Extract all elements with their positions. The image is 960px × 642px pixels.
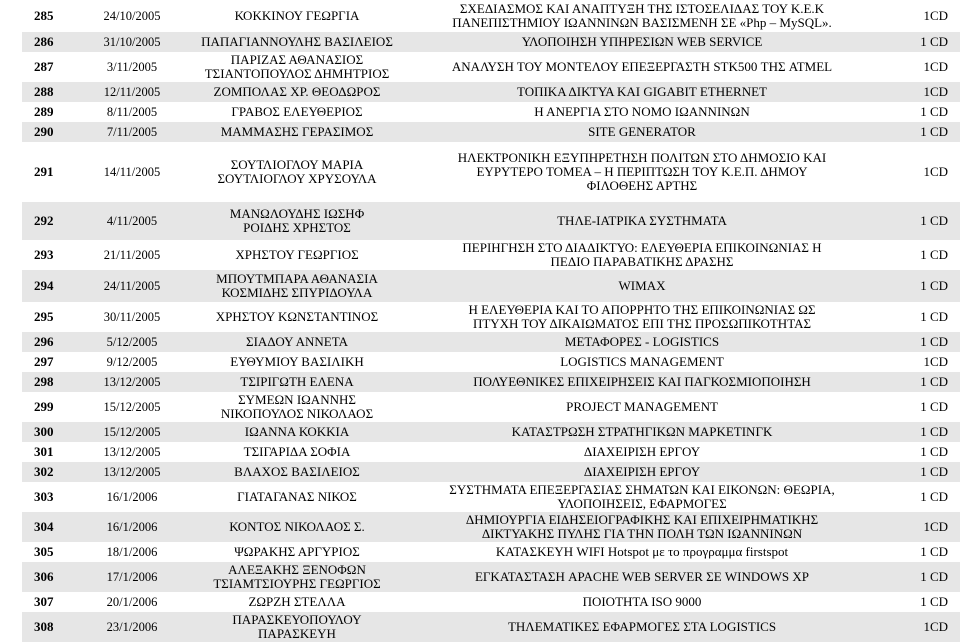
submission-date: 31/10/2005 [77, 32, 187, 52]
media-count: 1 CD [877, 562, 960, 592]
thesis-number: 287 [34, 59, 54, 74]
thesis-number: 293 [34, 247, 54, 262]
table-row [22, 32, 960, 52]
submission-date: 17/1/2006 [77, 562, 187, 592]
submission-date: 3/11/2005 [106, 60, 158, 74]
student-names [187, 372, 407, 392]
student-name: ΕΥΘΥΜΙΟΥ ΒΑΣΙΛΙΚΗ [230, 354, 364, 369]
submission-date: 14/11/2005 [103, 165, 161, 179]
media-count: 1 CD [877, 202, 960, 240]
thesis-number: 295 [34, 309, 54, 324]
submission-date: 16/1/2006 [77, 512, 187, 542]
thesis-title-line: ΠΟΛΥΕΘΝΙΚΕΣ ΕΠΙΧΕΙΡΗΣΕΙΣ ΚΑΙ ΠΑΓΚΟΣΜΙΟΠΟΙΗΣΗ [473, 374, 811, 389]
thesis-title-line: Η ΑΝΕΡΓΙΑ ΣΤΟ ΝΟΜΟ ΙΩΑΝΝΙΝΩΝ [534, 104, 750, 119]
media-count: 1CD [923, 59, 948, 74]
thesis-title-line: ΔΙΑΧΕΙΡΙΣΗ ΕΡΓΟΥ [583, 444, 701, 459]
table-row [22, 372, 960, 392]
thesis-title [407, 592, 877, 612]
table-row [22, 512, 960, 542]
thesis-title-line: ΠΑΝΕΠΙΣΤΗΜΙΟΥ ΙΩΑΝΝΙΝΩΝ ΒΑΣΙΣΜΕΝΗ ΣΕ «Php – MySQL». [452, 15, 832, 30]
thesis-number: 296 [22, 332, 77, 352]
thesis-title-line: ΑΝΑΛΥΣΗ ΤΟΥ ΜΟΝΤΕΛΟΥ ΕΠΕΞΕΡΓΑΣΤΗ STK500 ΤΗΣ ATMEL [451, 59, 833, 74]
thesis-title-line: ΕΥΡΥΤΕΡΟ ΤΟΜΕΑ – Η ΠΕΡΙΠΤΩΣΗ ΤΟΥ Κ.Ε.Π. ΔΗΜΟΥ [476, 164, 808, 179]
media-count: 1 CD [920, 544, 948, 559]
submission-date: 13/12/2005 [103, 445, 161, 459]
student-name: ΚΟΝΤΟΣ ΝΙΚΟΛΑΟΣ Σ. [229, 519, 365, 534]
submission-date: 23/1/2006 [77, 612, 187, 642]
media-count: 1CD [877, 612, 960, 642]
student-name: ΤΣΙΡΙΓΩΤΗ ΕΛΕΝΑ [240, 374, 354, 389]
student-name: ΤΣΙΑΝΤΟΠΟΥΛΟΣ ΔΗΜΗΤΡΙΟΣ [204, 66, 390, 81]
media-count: 1 CD [877, 422, 960, 442]
thesis-number: 299 [34, 399, 54, 414]
student-name: ΨΩΡΑΚΗΣ ΑΡΓΥΡΙΟΣ [234, 544, 360, 559]
student-name: ΤΣΙΑΜΤΣΙΟΥΡΗΣ ΓΕΩΡΓΙΟΣ [213, 576, 381, 591]
submission-date: 12/11/2005 [77, 82, 187, 102]
table-row [22, 202, 960, 240]
thesis-number: 303 [34, 489, 54, 504]
student-names [187, 422, 407, 442]
student-name: ΤΣΙΓΑΡΙΔΑ ΣΟΦΙΑ [243, 444, 351, 459]
thesis-title-line: ΠΟΙΟΤΗΤΑ ISO 9000 [582, 594, 702, 609]
thesis-number: 286 [22, 32, 77, 52]
thesis-title [407, 512, 877, 542]
thesis-title-line: ΣΥΣΤΗΜΑΤΑ ΕΠΕΞΕΡΓΑΣΙΑΣ ΣΗΜΑΤΩΝ ΚΑΙ ΕΙΚΟΝΩΝ: ΘΕΩΡΙΑ, [449, 482, 835, 497]
thesis-title [407, 612, 877, 642]
thesis-number: 306 [22, 562, 77, 592]
media-count: 1 CD [920, 309, 948, 324]
student-names [187, 482, 407, 512]
thesis-title-line: ΥΛΟΠΟΙΗΣΗ ΥΠΗΡΕΣΙΩΝ WEB SERVICE [521, 34, 763, 49]
thesis-title-line: ΠΕΔΙΟ ΠΑΡΑΒΑΤΙΚΗΣ ΔΡΑΣΗΣ [550, 254, 734, 269]
student-name: ΣΟΥΤΛΙΟΓΛΟΥ ΜΑΡΙΑ [230, 157, 364, 172]
media-count: 1CD [923, 8, 948, 23]
thesis-title [407, 462, 877, 482]
thesis-title-line: WIMAX [618, 278, 666, 293]
submission-date: 4/11/2005 [77, 202, 187, 240]
media-count: 1 CD [877, 372, 960, 392]
thesis-title [407, 32, 877, 52]
student-names [187, 52, 407, 82]
thesis-number: 297 [34, 354, 54, 369]
table-row [22, 352, 960, 372]
thesis-title-line: ΔΗΜΙΟΥΡΓΙΑ ΕΙΔΗΣΕΙΟΓΡΑΦΙΚΗΣ ΚΑΙ ΕΠΙΧΕΙΡΗΜΑΤΙΚΗΣ [465, 512, 819, 527]
student-name: ΚΟΣΜΙΔΗΣ ΣΠΥΡΙΔΟΥΛΑ [221, 285, 373, 300]
student-names [187, 122, 407, 142]
media-count: 1 CD [920, 594, 948, 609]
thesis-title-line: ΔΙΑΧΕΙΡΙΣΗ ΕΡΓΟΥ [583, 464, 701, 479]
media-count: 1CD [877, 82, 960, 102]
thesis-title [407, 542, 877, 562]
submission-date: 15/12/2005 [77, 422, 187, 442]
student-names [187, 592, 407, 612]
student-names [187, 512, 407, 542]
thesis-title-line: PROJECT MANAGEMENT [566, 399, 718, 414]
student-name: ΙΩΑΝΝΑ ΚΟΚΚΙΑ [244, 424, 350, 439]
student-name: ΠΑΡΑΣΚΕΥΟΠΟΥΛΟΥ [232, 612, 362, 627]
thesis-title-line: ΠΤΥΧΗ ΤΟΥ ΔΙΚΑΙΩΜΑΤΟΣ ΕΠΙ ΤΗΣ ΠΡΟΣΩΠΙΚΟΤΗΤΑΣ [472, 316, 812, 331]
thesis-number: 308 [22, 612, 77, 642]
media-count: 1 CD [877, 332, 960, 352]
thesis-title [407, 482, 877, 512]
thesis-title [407, 102, 877, 122]
thesis-number: 301 [34, 444, 54, 459]
thesis-number: 292 [22, 202, 77, 240]
thesis-title-line: ΚΑΤΑΣΤΡΩΣΗ ΣΤΡΑΤΗΓΙΚΩΝ ΜΑΡΚΕΤΙΝΓΚ [511, 424, 773, 439]
submission-date: 13/12/2005 [77, 462, 187, 482]
submission-date: 30/11/2005 [103, 310, 161, 324]
thesis-title [407, 240, 877, 270]
table-row [22, 592, 960, 612]
student-name: ΜΑΝΩΛΟΥΔΗΣ ΙΩΣΗΦ [229, 206, 365, 221]
media-count: 1CD [877, 512, 960, 542]
student-name: ΣΙΑΔΟΥ ΑΝΝΕΤΑ [246, 334, 348, 349]
student-names [187, 612, 407, 642]
table-row [22, 52, 960, 82]
thesis-title-line: ΗΛΕΚΤΡΟΝΙΚΗ ΕΞΥΠΗΡΕΤΗΣΗ ΠΟΛΙΤΩΝ ΣΤΟ ΔΗΜΟΣΙΟ ΚΑΙ [457, 150, 827, 165]
thesis-title [407, 422, 877, 442]
submission-date: 16/1/2006 [106, 490, 158, 504]
thesis-title-line: ΠΕΡΙΗΓΗΣΗ ΣΤΟ ΔΙΑΔΙΚΤΥΟ: ΕΛΕΥΘΕΡΙΑ ΕΠΙΚΟΙΝΩΝΙΑΣ Η [462, 240, 822, 255]
student-name: ΝΙΚΟΠΟΥΛΟΣ ΝΙΚΟΛΑΟΣ [220, 406, 374, 421]
table-row [22, 542, 960, 562]
theses-table-body [22, 0, 960, 642]
media-count: 1 CD [920, 489, 948, 504]
student-name: ΧΡΗΣΤΟΥ ΓΕΩΡΓΙΟΣ [235, 247, 359, 262]
thesis-title [407, 122, 877, 142]
submission-date: 21/11/2005 [103, 248, 161, 262]
thesis-number: 300 [22, 422, 77, 442]
student-names [187, 352, 407, 372]
student-name: ΣΥΜΕΩΝ ΙΩΑΝΝΗΣ [238, 392, 356, 407]
media-count: 1 CD [877, 462, 960, 482]
thesis-number: 290 [22, 122, 77, 142]
media-count: 1 CD [920, 247, 948, 262]
submission-date: 18/1/2006 [106, 545, 158, 559]
table-row [22, 122, 960, 142]
thesis-number: 305 [34, 544, 54, 559]
thesis-title [407, 270, 877, 302]
media-count: 1CD [923, 164, 948, 179]
thesis-number: 302 [22, 462, 77, 482]
thesis-title-line: ΚΑΤΑΣΚΕΥΗ WIFI Hotspot με το προγραμμα firstspot [495, 544, 789, 559]
submission-date: 15/12/2005 [103, 400, 161, 414]
thesis-title [407, 392, 877, 422]
thesis-title [407, 0, 877, 32]
submission-date: 13/12/2005 [77, 372, 187, 392]
thesis-title [407, 442, 877, 462]
table-row [22, 0, 960, 32]
thesis-title [407, 52, 877, 82]
student-names [187, 32, 407, 52]
media-count: 1CD [923, 354, 948, 369]
thesis-title-line: ΤΗΛΕ-ΙΑΤΡΙΚΑ ΣΥΣΤΗΜΑΤΑ [557, 213, 727, 228]
thesis-number: 285 [34, 8, 54, 23]
table-row [22, 562, 960, 592]
student-name: ΓΙΑΤΑΓΑΝΑΣ ΝΙΚΟΣ [237, 489, 357, 504]
media-count: 1 CD [920, 444, 948, 459]
student-name: ΚΟΚΚΙΝΟΥ ΓΕΩΡΓΙΑ [234, 8, 360, 23]
student-names [187, 102, 407, 122]
student-names [187, 202, 407, 240]
thesis-title-line: Η ΕΛΕΥΘΕΡΙΑ ΚΑΙ ΤΟ ΑΠΟΡΡΗΤΟ ΤΗΣ ΕΠΙΚΟΙΝΩΝΙΑΣ ΩΣ [468, 302, 816, 317]
media-count: 1 CD [920, 104, 948, 119]
submission-date: 8/11/2005 [106, 105, 158, 119]
table-row [22, 332, 960, 352]
table-row [22, 482, 960, 512]
thesis-number: 294 [22, 270, 77, 302]
student-names [187, 0, 407, 32]
thesis-number: 304 [22, 512, 77, 542]
student-name: ΒΛΑΧΟΣ ΒΑΣΙΛΕΙΟΣ [234, 464, 360, 479]
thesis-title [407, 372, 877, 392]
student-name: ΜΠΟΥΤΜΠΑΡΑ ΑΘΑΝΑΣΙΑ [216, 271, 378, 286]
table-row [22, 102, 960, 122]
student-name: ΡΟΙΔΗΣ ΧΡΗΣΤΟΣ [243, 220, 351, 235]
thesis-title-line: SITE GENERATOR [588, 124, 696, 139]
thesis-title-line: ΦΙΛΟΘΕΗΣ ΑΡΤΗΣ [586, 178, 698, 193]
thesis-title-line: ΤΗΛΕΜΑΤΙΚΕΣ ΕΦΑΡΜΟΓΕΣ ΣΤΑ LOGISTICS [507, 619, 777, 634]
student-name: ΧΡΗΣΤΟΥ ΚΩΝΣΤΑΝΤΙΝΟΣ [215, 309, 379, 324]
thesis-number: 307 [34, 594, 54, 609]
theses-table [22, 0, 960, 642]
student-name: ΓΡΑΒΟΣ ΕΛΕΥΘΕΡΙΟΣ [231, 104, 363, 119]
thesis-number: 298 [22, 372, 77, 392]
student-name: ΑΛΕΞΑΚΗΣ ΞΕΝΟΦΩΝ [228, 562, 366, 577]
table-row [22, 612, 960, 642]
student-names [187, 270, 407, 302]
student-name: ΠΑΠΑΓΙΑΝΝΟΥΛΗΣ ΒΑΣΙΛΕΙΟΣ [201, 34, 393, 49]
thesis-title [407, 142, 877, 202]
submission-date: 24/11/2005 [77, 270, 187, 302]
table-row [22, 302, 960, 332]
submission-date: 7/11/2005 [77, 122, 187, 142]
thesis-title [407, 352, 877, 372]
student-names [187, 462, 407, 482]
student-name: ΣΟΥΤΛΙΟΓΛΟΥ ΧΡΥΣΟΥΛΑ [217, 171, 377, 186]
media-count: 1 CD [877, 122, 960, 142]
thesis-title-line: LOGISTICS MANAGEMENT [560, 354, 724, 369]
submission-date: 24/10/2005 [103, 9, 161, 23]
table-row [22, 462, 960, 482]
student-name: ΠΑΡΑΣΚΕΥΗ [258, 626, 336, 641]
thesis-title-line: ΤΟΠΙΚΑ ΔΙΚΤΥΑ ΚΑΙ GIGABIT ETHERNET [517, 84, 767, 99]
student-names [187, 302, 407, 332]
thesis-title-line: ΥΛΟΠΟΙΗΣΕΙΣ, ΕΦΑΡΜΟΓΕΣ [557, 496, 727, 511]
submission-date: 5/12/2005 [77, 332, 187, 352]
table-row [22, 392, 960, 422]
thesis-title-line: ΣΧΕΔΙΑΣΜΟΣ ΚΑΙ ΑΝΑΠΤΥΞΗ ΤΗΣ ΙΣΤΟΣΕΛΙΔΑΣ ΤΟΥ Κ.Ε.Κ [459, 1, 825, 16]
table-row [22, 240, 960, 270]
student-name: ΖΩΡΖΗ ΣΤΕΛΛΑ [248, 594, 346, 609]
thesis-title-line: ΕΓΚΑΤΑΣΤΑΣΗ APACHE WEB SERVER ΣΕ WINDOWS XP [474, 569, 810, 584]
thesis-number: 291 [34, 164, 54, 179]
student-names [187, 392, 407, 422]
media-count: 1 CD [877, 32, 960, 52]
student-name: ΠΑΡΙΖΑΣ ΑΘΑΝΑΣΙΟΣ [230, 52, 364, 67]
thesis-title [407, 202, 877, 240]
student-names [187, 332, 407, 352]
table-row [22, 82, 960, 102]
table-row [22, 142, 960, 202]
student-name: ΜΑΜΜΑΣΗΣ ΓΕΡΑΣΙΜΟΣ [220, 124, 374, 139]
student-names [187, 442, 407, 462]
thesis-title [407, 82, 877, 102]
submission-date: 20/1/2006 [106, 595, 158, 609]
student-names [187, 562, 407, 592]
thesis-title [407, 302, 877, 332]
thesis-title [407, 562, 877, 592]
table-row [22, 270, 960, 302]
thesis-title [407, 332, 877, 352]
student-name: ΖΟΜΠΟΛΑΣ ΧΡ. ΘΕΟΔΩΡΟΣ [213, 84, 381, 99]
student-names [187, 82, 407, 102]
thesis-number: 289 [34, 104, 54, 119]
thesis-title-line: ΜΕΤΑΦΟΡΕΣ - LOGISTICS [564, 334, 720, 349]
table-row [22, 442, 960, 462]
media-count: 1 CD [920, 399, 948, 414]
media-count: 1 CD [877, 270, 960, 302]
thesis-number: 288 [22, 82, 77, 102]
student-names [187, 542, 407, 562]
student-names [187, 142, 407, 202]
submission-date: 9/12/2005 [106, 355, 158, 369]
student-names [187, 240, 407, 270]
table-row [22, 422, 960, 442]
thesis-title-line: ΔΙΚΤΥΑΚΗΣ ΠΥΛΗΣ ΓΙΑ ΤΗΝ ΠΟΛΗ ΤΩΝ ΙΩΑΝΝΙΝΩΝ [481, 526, 803, 541]
